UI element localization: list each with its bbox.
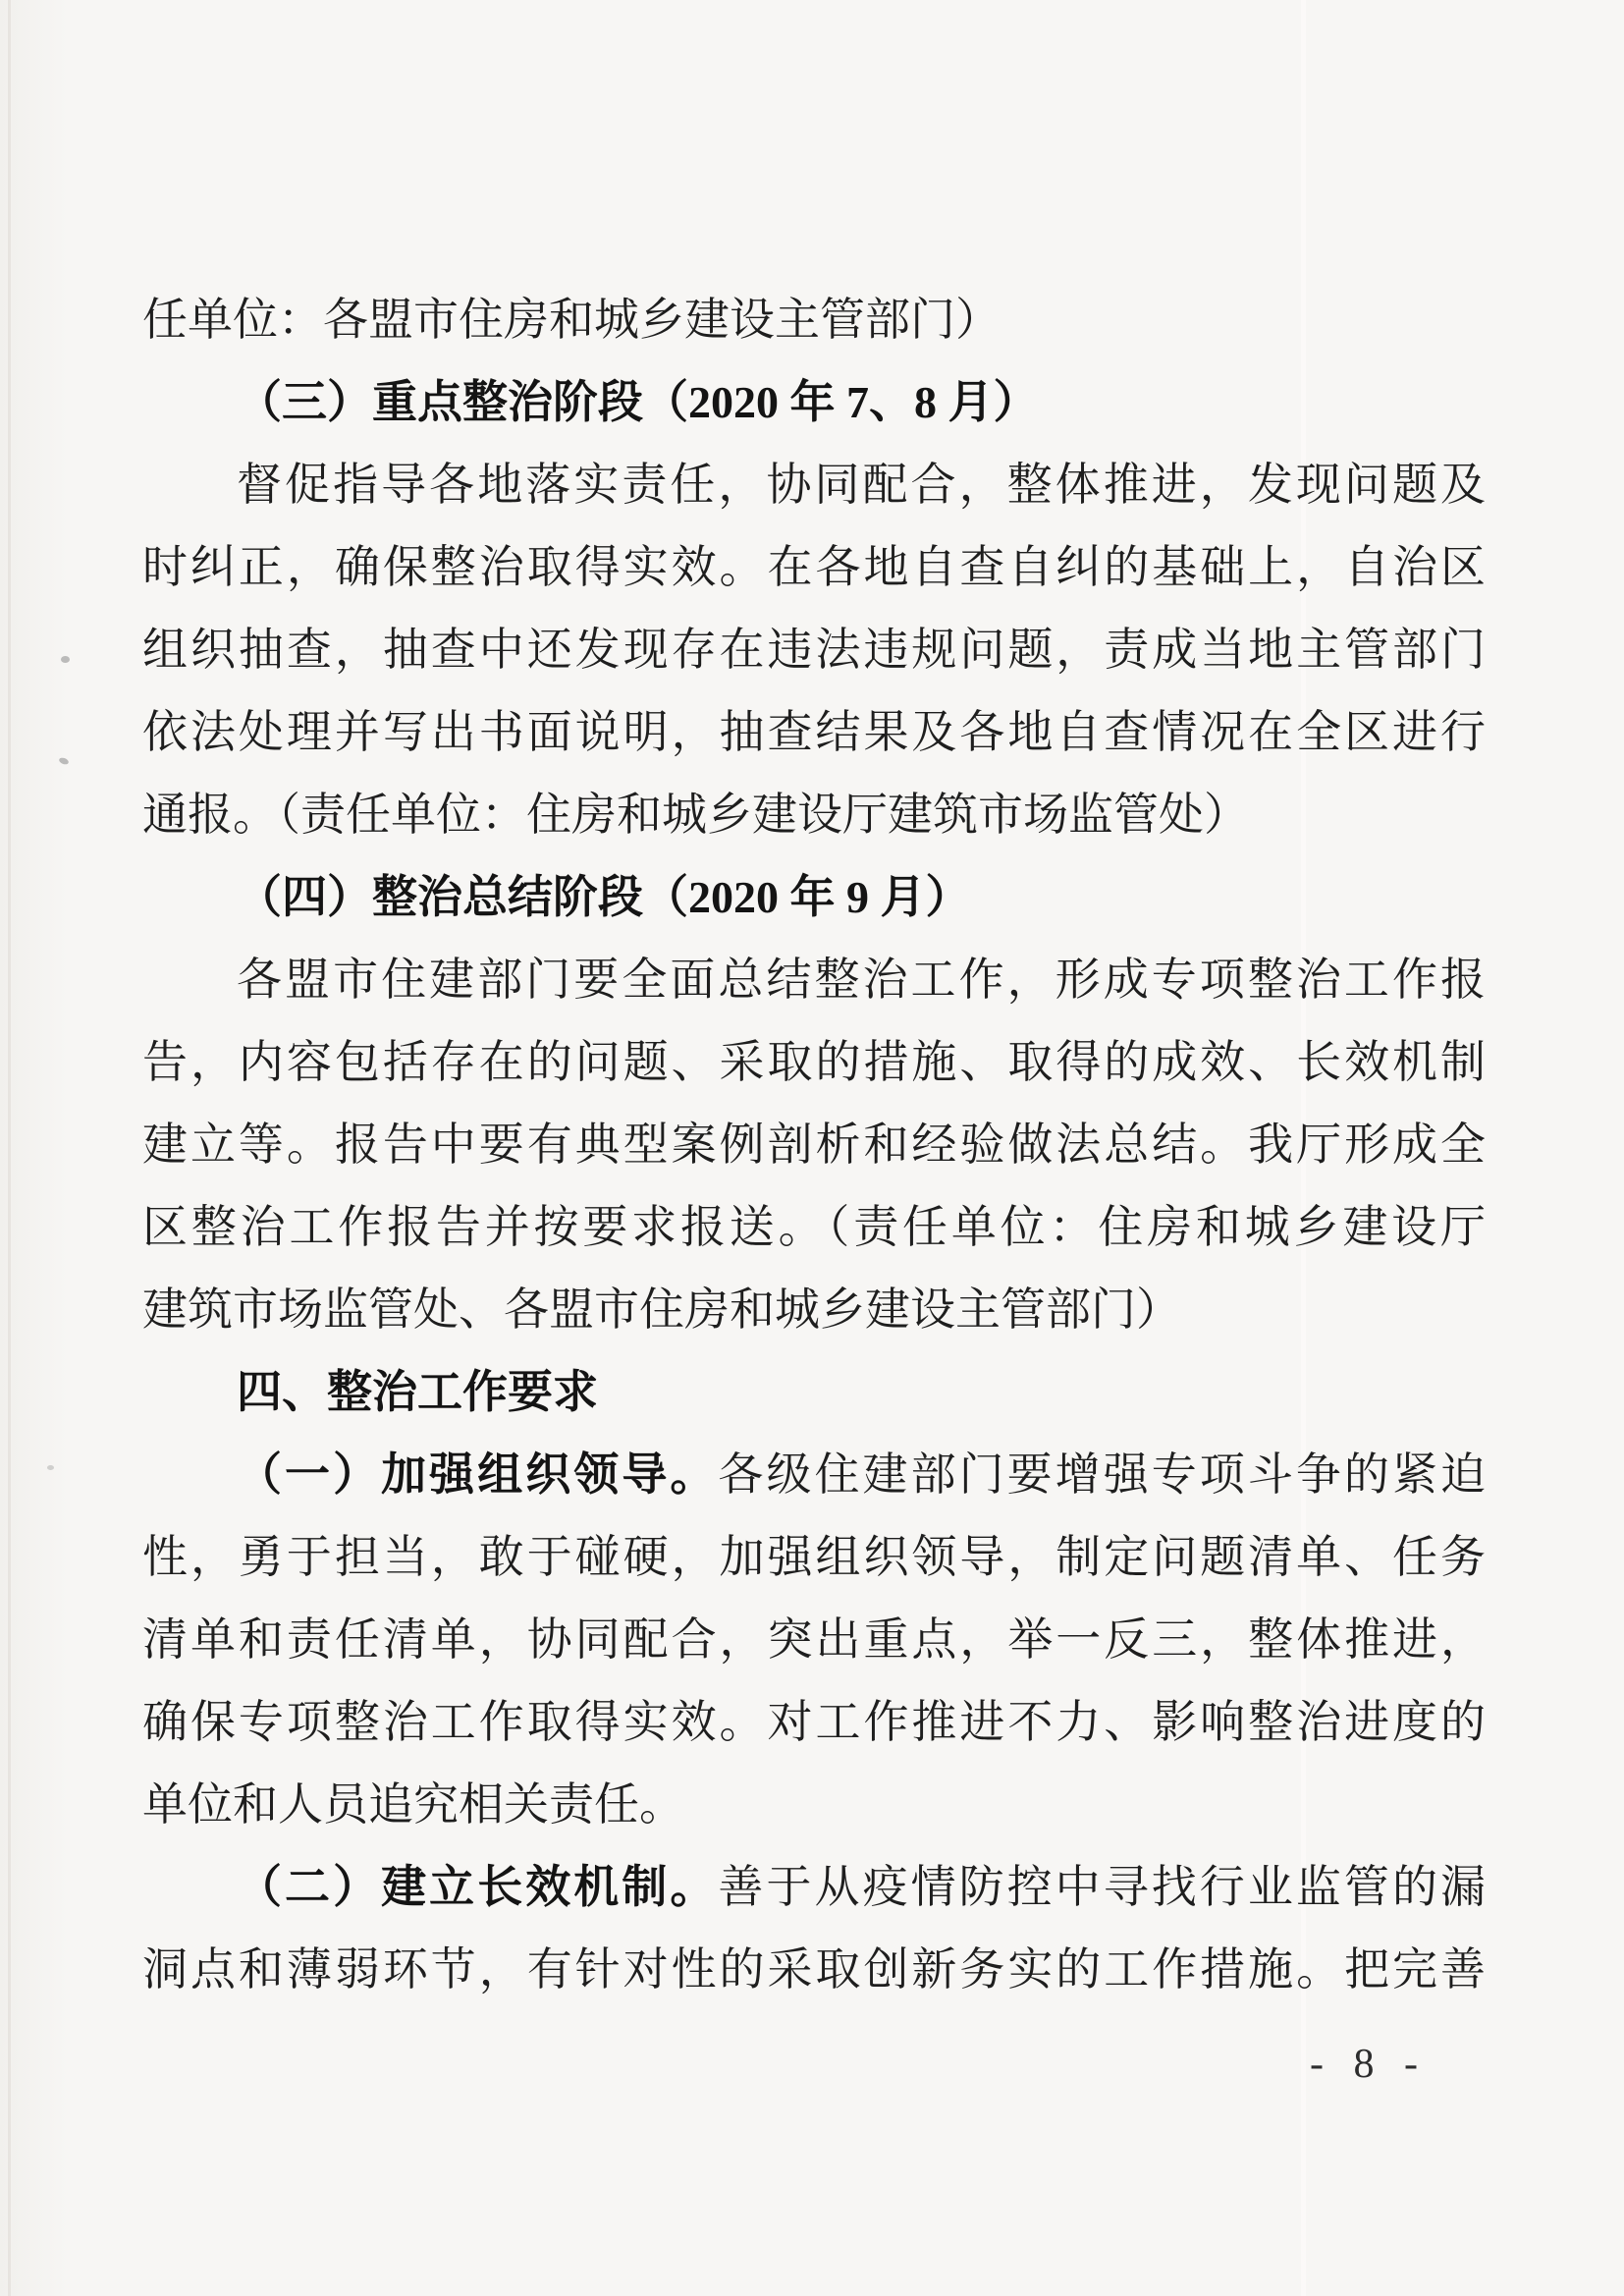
heading-phase-3 — [142, 361, 1486, 444]
para-phase-4-line-4 — [142, 1186, 1486, 1269]
scan-speck — [47, 1465, 54, 1470]
para-phase-4-line-2 — [142, 1021, 1486, 1104]
bold-text-segment: （四）整治总结阶段（2020 年 9 月） — [237, 872, 971, 922]
text-segment: 性，勇于担当，敢于碰硬，加强组织领导，制定问题清单、任务 — [142, 1532, 1486, 1582]
bold-text-segment: 四、整治工作要求 — [237, 1367, 598, 1417]
bold-text-segment: （二）建立长效机制。 — [237, 1862, 719, 1912]
resp-unit-continuation-line — [142, 279, 1486, 361]
para-phase-4-line-1 — [142, 939, 1486, 1021]
text-segment: 洞点和薄弱环节，有针对性的采取创新务实的工作措施。把完善 — [142, 1944, 1486, 1995]
para-requirement-1-line-4 — [142, 1681, 1486, 1764]
text-segment: 区整治工作报告并按要求报送。（责任单位：住房和城乡建设厅 — [142, 1202, 1486, 1252]
heading-section-4 — [142, 1351, 1486, 1434]
text-segment: 各盟市住建部门要全面总结整治工作，形成专项整治工作报 — [237, 955, 1486, 1005]
text-segment: 时纠正，确保整治取得实效。在各地自查自纠的基础上，自治区 — [142, 542, 1486, 592]
text-segment: 组织抽查，抽查中还发现存在违法违规问题，责成当地主管部门 — [142, 625, 1486, 675]
text-segment: 各级住建部门要增强专项斗争的紧迫 — [718, 1449, 1487, 1500]
para-requirement-1-line-2 — [142, 1516, 1486, 1599]
para-requirement-2-line-1 — [142, 1846, 1486, 1929]
para-phase-4-line-5 — [142, 1269, 1486, 1351]
text-segment: 通报。（责任单位：住房和城乡建设厅建筑市场监管处） — [142, 790, 1249, 840]
para-phase-3-line-4 — [142, 691, 1486, 774]
bold-text-segment: （三）重点整治阶段（2020 年 7、8 月） — [237, 377, 1039, 427]
scan-edge-line — [8, 0, 11, 2296]
text-segment: 告，内容包括存在的问题、采取的措施、取得的成效、长效机制 — [142, 1037, 1486, 1087]
scan-speck — [58, 756, 69, 765]
para-phase-3-line-3 — [142, 609, 1486, 691]
document-body — [142, 279, 1486, 2011]
text-segment: 确保专项整治工作取得实效。对工作推进不力、影响整治进度的 — [142, 1697, 1486, 1747]
para-phase-3-line-1 — [142, 444, 1486, 526]
text-segment: 清单和责任清单，协同配合，突出重点，举一反三，整体推进， — [142, 1614, 1486, 1665]
text-segment: 依法处理并写出书面说明，抽查结果及各地自查情况在全区进行 — [142, 707, 1486, 757]
page-number: - 8 - — [1310, 2042, 1428, 2087]
scan-speck — [61, 656, 70, 663]
bold-text-segment: （一）加强组织领导。 — [237, 1449, 719, 1500]
para-phase-4-line-3 — [142, 1104, 1486, 1186]
text-segment: 建立等。报告中要有典型案例剖析和经验做法总结。我厅形成全 — [142, 1120, 1486, 1170]
text-segment: 善于从疫情防控中寻找行业监管的漏 — [718, 1862, 1487, 1912]
para-requirement-2-line-2 — [142, 1929, 1486, 2011]
para-phase-3-line-2 — [142, 526, 1486, 609]
para-requirement-1-line-1 — [142, 1434, 1486, 1516]
text-segment: 任单位：各盟市住房和城乡建设主管部门） — [142, 295, 1001, 345]
text-segment: 单位和人员追究相关责任。 — [142, 1779, 684, 1830]
para-phase-3-line-5 — [142, 774, 1486, 856]
text-segment: 建筑市场监管处、各盟市住房和城乡建设主管部门） — [142, 1285, 1181, 1335]
para-requirement-1-line-5 — [142, 1764, 1486, 1846]
text-segment: 督促指导各地落实责任，协同配合，整体推进，发现问题及 — [237, 460, 1486, 510]
heading-phase-4 — [142, 856, 1486, 939]
para-requirement-1-line-3 — [142, 1599, 1486, 1681]
